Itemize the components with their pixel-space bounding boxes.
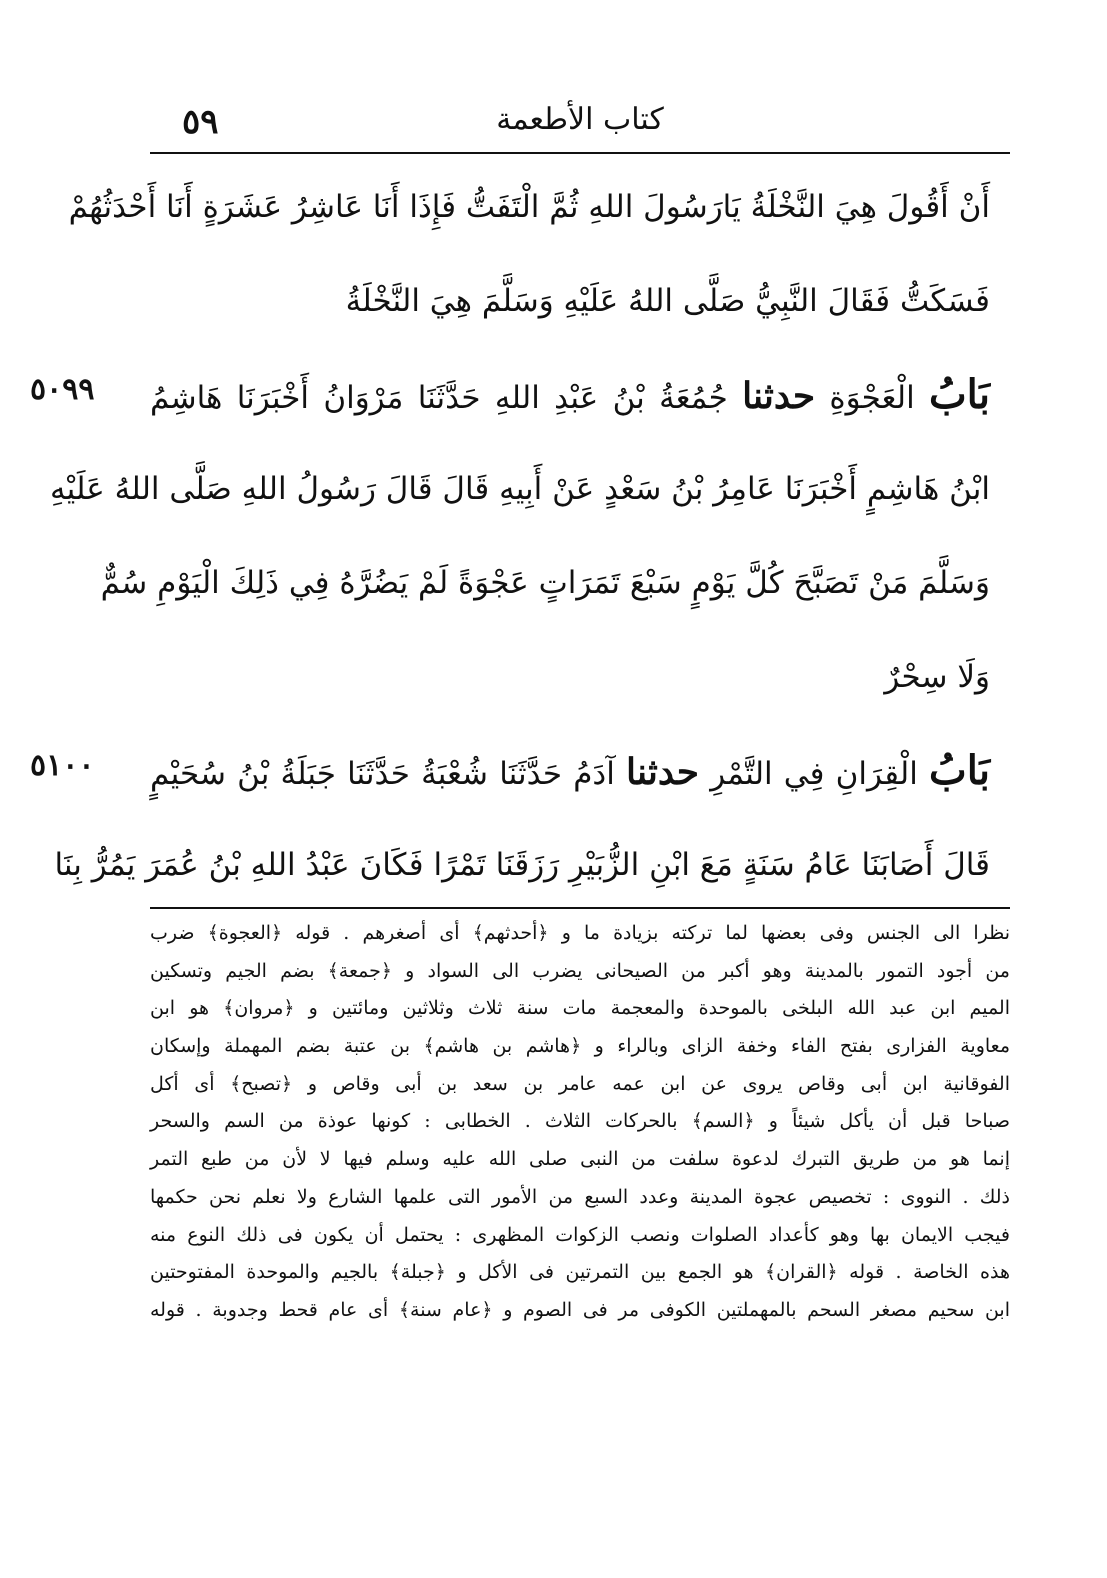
text-line: ابْنُ هَاشِمٍ أَخْبَرَنَا عَامِرُ بْنُ سَعْدٍ عَنْ أَبِيهِ قَالَ قَالَ رَسُولُ اللهِ صَلَّى اللهُ عَلَيْهِ <box>50 471 990 507</box>
footnote-divider <box>150 907 1010 909</box>
text-line: فَسَكَتُّ فَقَالَ النَّبِيُّ صَلَّى اللهُ عَلَيْهِ وَسَلَّمَ هِيَ النَّخْلَةُ <box>345 283 990 319</box>
commentary-line: صباحا قبل أن يأكل شيئاً و ﴿السم﴾ بالحركات الثلاث . الخطابى : كونها عوذة من السم والسحر <box>150 1110 1010 1133</box>
chapter-title: الْعَجْوَةِ <box>829 380 915 416</box>
isnad-text: آدَمُ حَدَّثَنَا شُعْبَةُ حَدَّثَنَا جَبَلَةُ بْنُ سُحَيْمٍ <box>150 756 615 792</box>
commentary-line: الميم ابن عبد الله البلخى بالموحدة والمعجمة مات سنة ثلاث وثلاثين ومائتين و ﴿مروان﴾ هو ابن <box>150 997 1010 1020</box>
haddathana-word: حدثنا <box>626 751 700 793</box>
chapter-heading-ajwa <box>150 348 990 442</box>
page-header <box>150 98 1010 148</box>
isnad-text: جُمُعَةُ بْنُ عَبْدِ اللهِ حَدَّثَنَا مَرْوَانُ أَخْبَرَنَا هَاشِمُ <box>150 380 728 416</box>
commentary-line: ابن سحيم مصغر السحم بالمهملتين الكوفى مر فى الصوم و ﴿عام سنة﴾ أى عام قحط وجدوبة . قوله <box>150 1298 1010 1321</box>
haddathana-word: حدثنا <box>742 375 816 417</box>
header-divider <box>150 152 1010 154</box>
commentary-line: الفوقانية ابن أبى وقاص يروى عن ابن عمه عامر بن سعد بن أبى وقاص و ﴿تصبح﴾ أى أكل <box>150 1072 1010 1095</box>
hadith-number: ٥١٠٠ <box>30 748 95 783</box>
chapter-heading-qiran <box>150 724 990 818</box>
text-line: وَسَلَّمَ مَنْ تَصَبَّحَ كُلَّ يَوْمٍ سَبْعَ تَمَرَاتٍ عَجْوَةً لَمْ يَضُرَّهُ فِي ذَلِكَ الْيَوْمِ سُمٌّ <box>100 565 990 601</box>
commentary-line: فيجب الايمان بها وهو كأعداد الصلوات ونصب الزكوات المظهرى : يحتمل أن يكون فى ذلك النوع منه <box>150 1223 1010 1246</box>
page-number: ٥٩ <box>182 102 219 142</box>
text-line: وَلَا سِحْرٌ <box>884 659 990 695</box>
commentary-line: إنما هو من طريق التبرك لدعوة سلفت من النبى صلى الله عليه وسلم فيها لا لأن من طبع التمر <box>150 1148 1010 1171</box>
book-title: كتاب الأطعمة <box>496 102 664 137</box>
commentary-line: نظرا الى الجنس وفى بعضها لما تركته بزيادة ما و ﴿أحدثهم﴾ أى أصغرهم . قوله ﴿العجوة﴾ ضرب <box>150 922 1010 944</box>
commentary-line: من أجود التمور بالمدينة وهو أكبر من الصيحانى يضرب الى السواد و ﴿جمعة﴾ بضم الجيم وتسكين <box>150 959 1010 982</box>
commentary-line: ذلك . النووى : تخصيص عجوة المدينة وعدد السبع من الأمور التى علمها الشارع ولا نعلم نحن حكمها <box>150 1185 1010 1208</box>
commentary-line: معاوية الفزارى بفتح الفاء وخفة الزاى وبالراء و ﴿هاشم بن هاشم﴾ بن عتبة بضم المهملة وإسكان <box>150 1035 1010 1058</box>
text-line: أَنْ أَقُولَ هِيَ النَّخْلَةُ يَارَسُولَ اللهِ ثُمَّ الْتَفَتُّ فَإِذَا أَنَا عَاشِرُ عَشَرَةٍ أَنَا أَحْدَثُهُمْ <box>68 189 990 225</box>
bab-label: بَابُ <box>929 371 990 418</box>
chapter-title: الْقِرَانِ فِي التَّمْرِ <box>710 756 918 792</box>
hadith-number: ٥٠٩٩ <box>30 372 95 407</box>
bab-label: بَابُ <box>929 747 991 794</box>
text-line: قَالَ أَصَابَنَا عَامُ سَنَةٍ مَعَ ابْنِ الزُّبَيْرِ رَزَقَنَا تَمْرًا فَكَانَ عَبْدُ اللهِ بْنُ عُمَرَ يَمُرُّ بِنَا <box>54 847 990 883</box>
commentary-line: هذه الخاصة . قوله ﴿القران﴾ هو الجمع بين التمرتين فى الأكل و ﴿جبلة﴾ بالجيم والموحدة المفتوحتين <box>150 1261 1010 1284</box>
commentary <box>150 915 1010 1330</box>
